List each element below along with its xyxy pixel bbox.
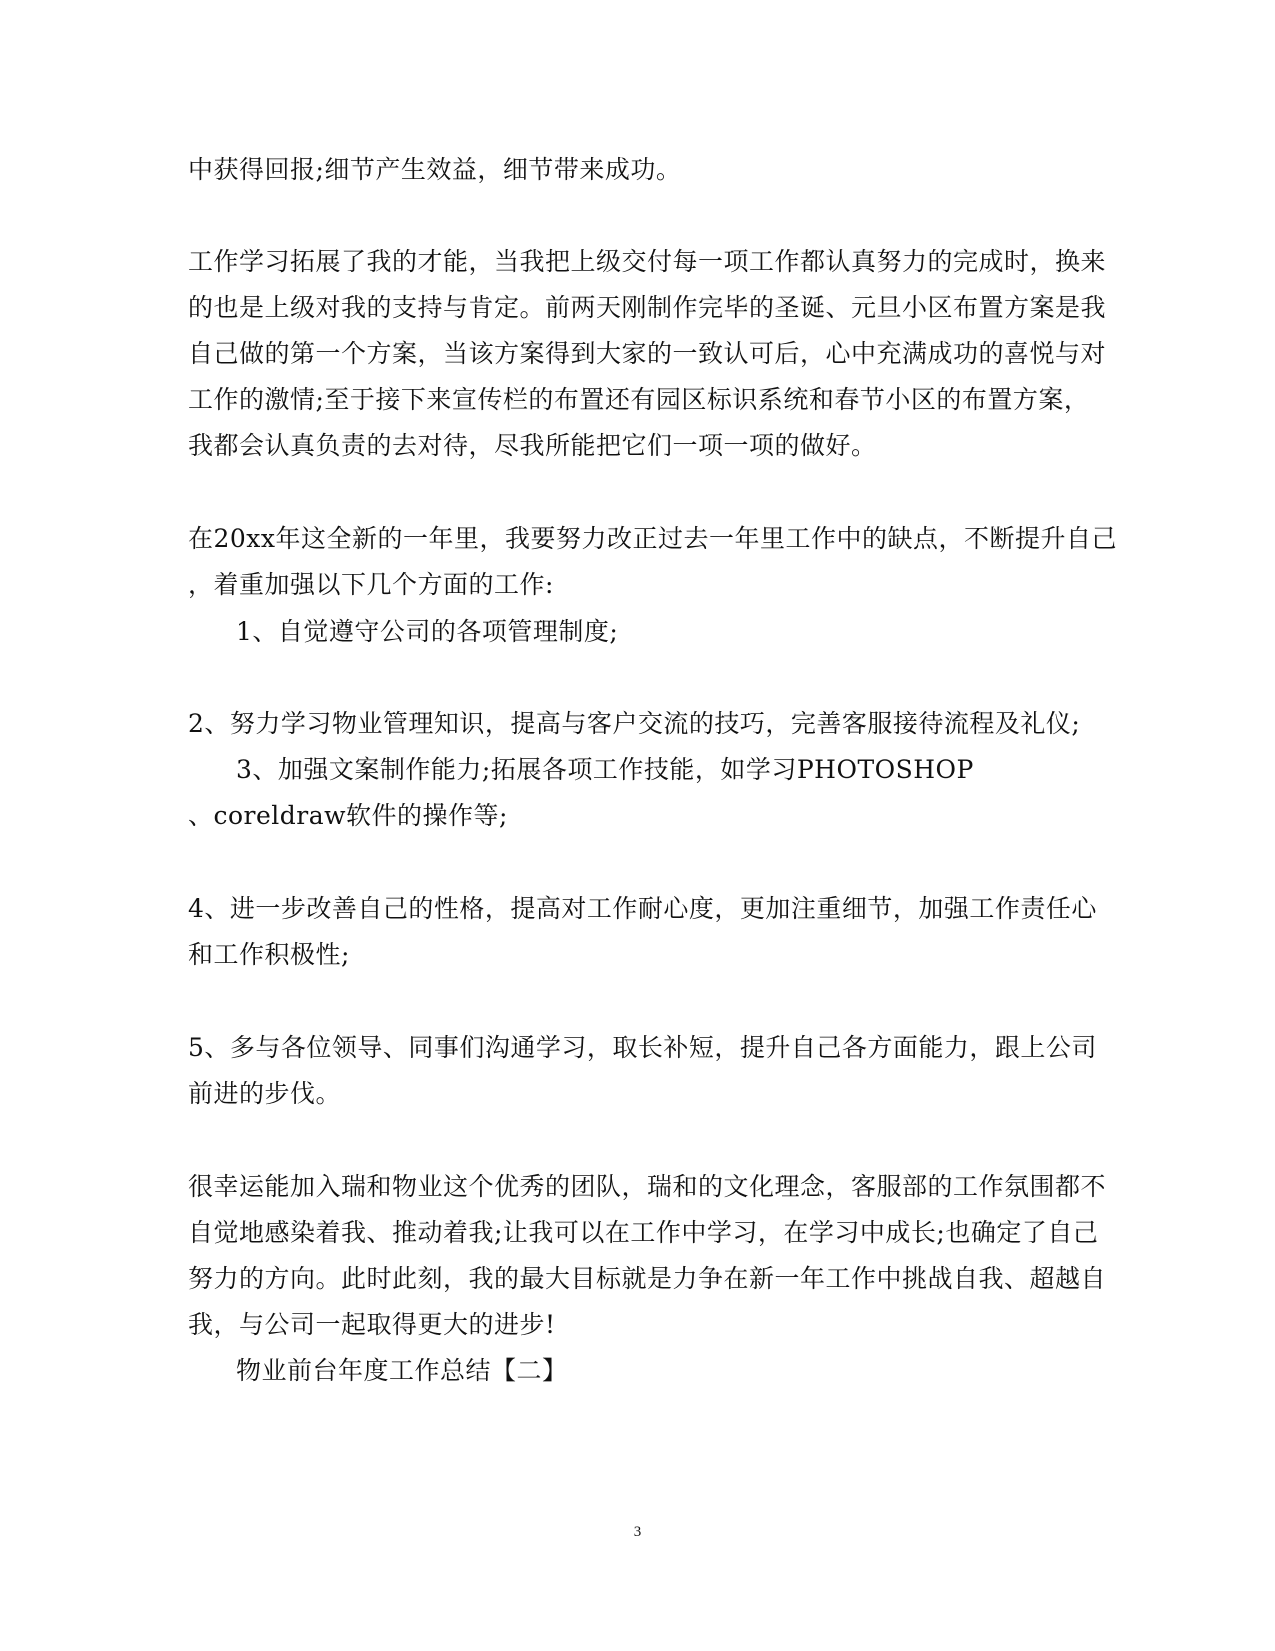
- text-line: 、coreldraw软件的操作等;: [188, 801, 508, 830]
- text-line: 很幸运能加入瑞和物业这个优秀的团队，瑞和的文化理念，客服部的工作氛围都不: [188, 1172, 1107, 1201]
- list-item: 3、加强文案制作能力;拓展各项工作技能，如学习PHOTOSHOP: [236, 755, 974, 784]
- text-line: 自己做的第一个方案，当该方案得到大家的一致认可后，心中充满成功的喜悦与对: [188, 339, 1107, 368]
- list-item: 5、多与各位领导、同事们沟通学习，取长补短，提升自己各方面能力，跟上公司: [188, 1033, 1097, 1062]
- list-item: 1、自觉遵守公司的各项管理制度;: [236, 617, 619, 646]
- text-line: 工作的激情;至于接下来宣传栏的布置还有园区标识系统和春节小区的布置方案，: [188, 385, 1090, 414]
- text-line: 和工作积极性;: [188, 940, 350, 969]
- page-number: 3: [633, 1524, 642, 1540]
- section-heading: 物业前台年度工作总结【二】: [236, 1356, 568, 1385]
- text-line: 我，与公司一起取得更大的进步!: [188, 1310, 556, 1339]
- text-line: 的也是上级对我的支持与肯定。前两天刚制作完毕的圣诞、元旦小区布置方案是我: [188, 293, 1107, 322]
- list-item: 4、进一步改善自己的性格，提高对工作耐心度，更加注重细节，加强工作责任心: [188, 894, 1097, 923]
- text-line: 中获得回报;细节产生效益，细节带来成功。: [188, 155, 682, 184]
- list-item: 2、努力学习物业管理知识，提高与客户交流的技巧，完善客服接待流程及礼仪;: [188, 709, 1081, 738]
- text-line: 努力的方向。此时此刻，我的最大目标就是力争在新一年工作中挑战自我、超越自: [188, 1264, 1107, 1293]
- text-line: 我都会认真负责的去对待，尽我所能把它们一项一项的做好。: [188, 431, 877, 460]
- text-line: 前进的步伐。: [188, 1079, 342, 1108]
- text-line: 工作学习拓展了我的才能，当我把上级交付每一项工作都认真努力的完成时，换来: [188, 247, 1107, 276]
- text-line: 在20xx年这全新的一年里，我要努力改正过去一年里工作中的缺点，不断提升自己: [188, 524, 1118, 553]
- text-line: ，着重加强以下几个方面的工作:: [188, 570, 554, 599]
- text-line: 自觉地感染着我、推动着我;让我可以在工作中学习，在学习中成长;也确定了自己: [188, 1218, 1099, 1247]
